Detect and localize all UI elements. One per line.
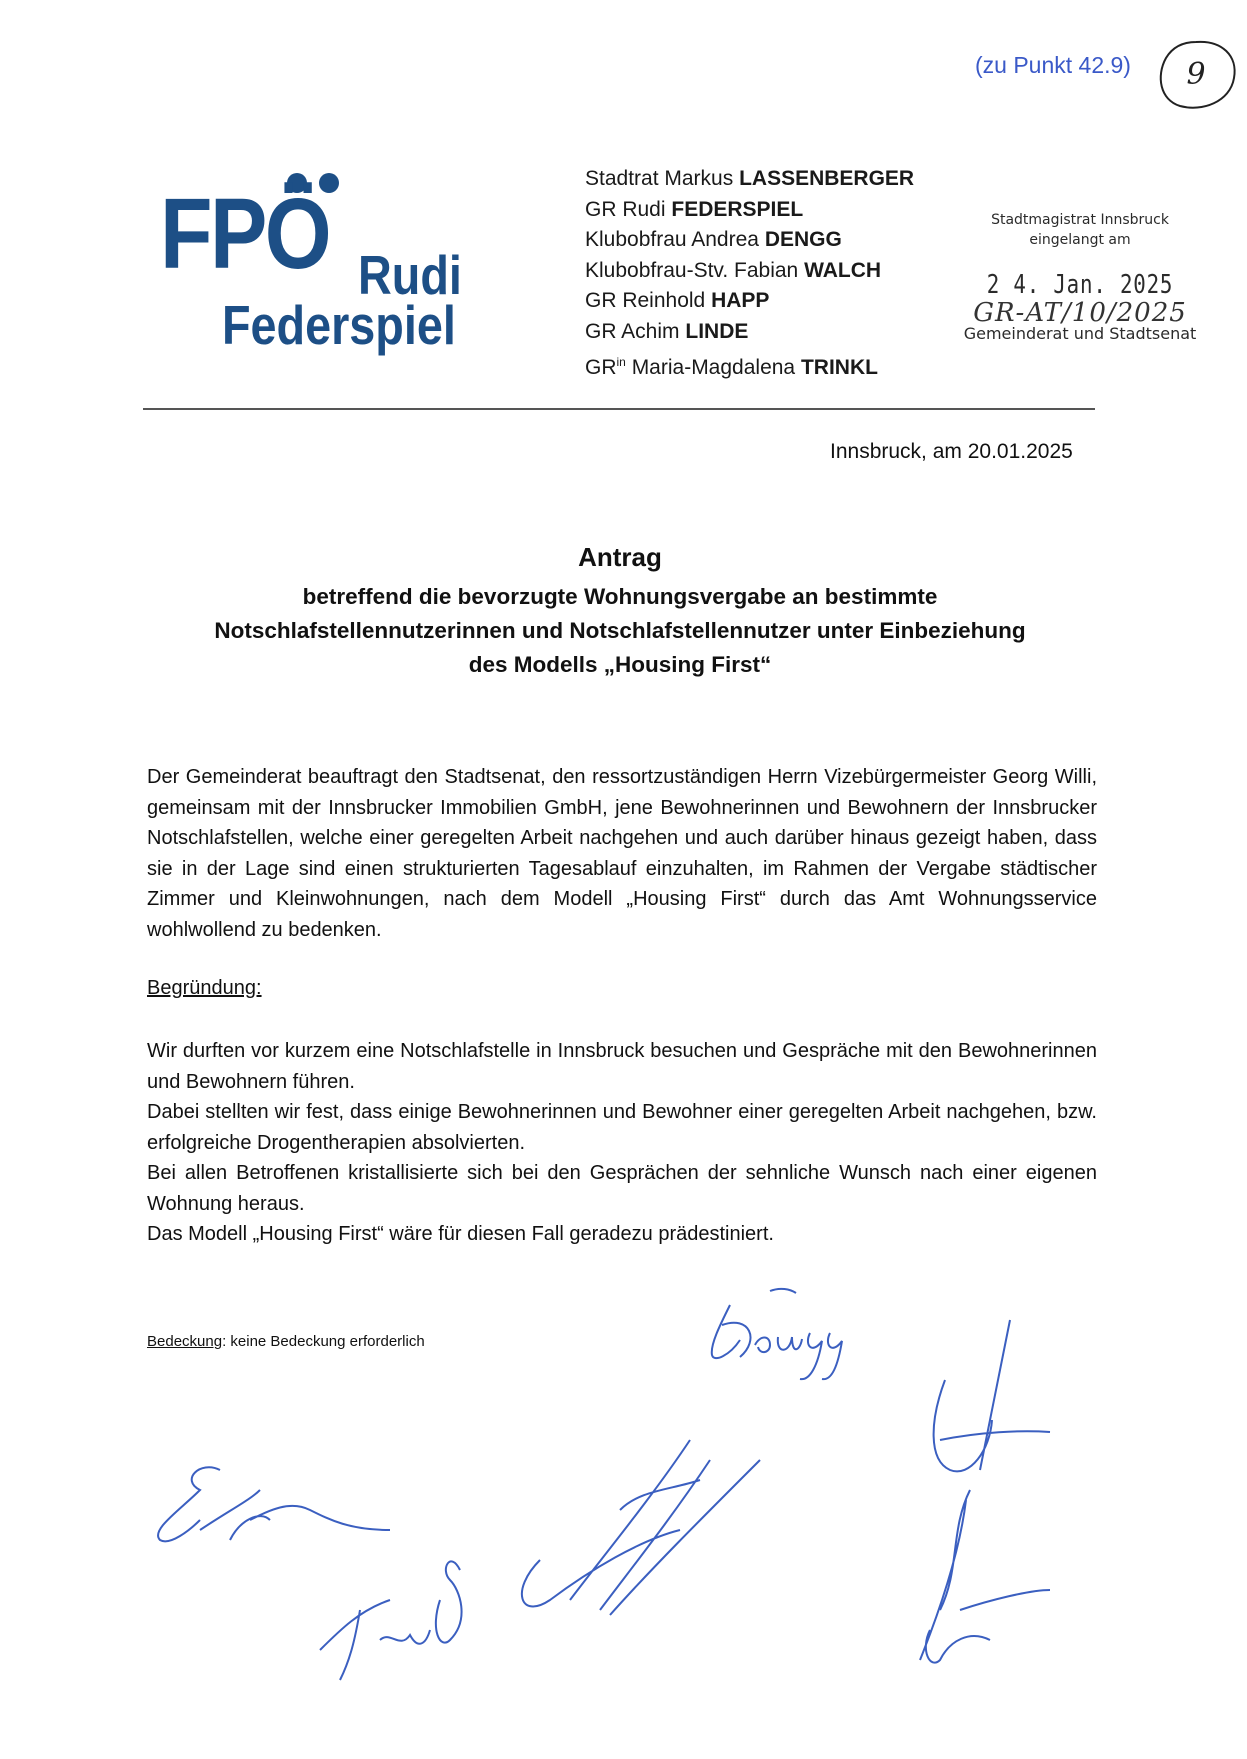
member-row: Stadtrat Markus LASSENBERGER [585, 167, 915, 190]
begruendung-paragraph: Dabei stellten wir fest, dass einige Bewohnerinnen und Bewohner einer geregelten Arbeit nachgehen, bzw. erfolgreiche Drogentherapien absolvierten. [147, 1101, 1097, 1154]
request-text: Der Gemeinderat beauftragt den Stadtsenat, den ressortzuständigen Herrn Vizebürgermeister Georg Willi, gemeinsam mit der Innsbrucker Immobilien GmbH, jene Bewohnerinnen und Bewohnern der Innsbrucker Notschlafstellen, welche einer geregelten Arbeit nachgehen und auch darüber hinaus gezeigt haben, dass sie in der Lage sind einen strukturierten Tagesablauf einzuhalten, im Rahmen der Vergabe städtischer Zimmer und Kleinwohnungen, nach dem Modell „Housing First“ durch das Amt Wohnungsservice wohlwollend zu bedenken. [147, 766, 1097, 941]
member-row: $GR^{in}$ Maria-Magdalena TRINKL [585, 355, 878, 379]
member-row: GR Reinhold HAPP [585, 289, 770, 312]
begruendung-heading: Begründung: [147, 977, 262, 999]
circled-number: 9 [1186, 57, 1206, 92]
begruendung-text [147, 1036, 1097, 1250]
member-row: GR Rudi FEDERSPIEL [585, 197, 804, 221]
member-row: Klubobfrau-Stv. Fabian WALCH [585, 258, 882, 282]
agenda-reference: (zu Punkt 42.9) [975, 52, 1131, 78]
signature-vertical [900, 1310, 1060, 1690]
document-subtitle: betreffend die bevorzugte Wohnungsvergabe an bestimmte Notschlafstellennutzerinnen und Notschlafstellennutzer unter Einbeziehung des Modells „Housing First“ [214, 584, 1026, 677]
signature-trinkl [300, 1540, 500, 1690]
logo-last-name: Federspiel [222, 294, 456, 356]
document-title: Antrag [578, 542, 662, 572]
stamp-received: eingelangt am [1029, 232, 1131, 248]
begruendung-paragraph: Das Modell „Housing First“ wäre für diesen Fall geradezu prädestiniert. [147, 1223, 774, 1245]
stamp-department: Gemeinderat und Stadtsenat [963, 324, 1197, 343]
stamp-handwritten-ref: GR-AT/10/2025 [973, 298, 1187, 328]
member-row: GR Achim LINDE [585, 319, 749, 343]
member-row: Klubobfrau Andrea DENGG [585, 228, 842, 251]
bedeckung-note: Bedeckung: keine Bedeckung erforderlich [147, 1333, 425, 1350]
logo-first-name: Rudi [358, 244, 462, 306]
signature-dengg [700, 1285, 860, 1385]
receipt-stamp [960, 210, 1200, 343]
logo-party: FPÖ [160, 178, 330, 290]
place-date: Innsbruck, am 20.01.2025 [830, 440, 1073, 463]
begruendung-paragraph: Bei allen Betroffenen kristallisierte sich bei den Gesprächen der sehnliche Wunsch nach einer eigenen Wohnung heraus. [147, 1162, 1097, 1215]
party-logo [160, 170, 490, 380]
begruendung-paragraph: Wir durften vor kurzem eine Notschlafstelle in Innsbruck besuchen und Gespräche mit den Bewohnerinnen und Bewohnern führen. [147, 1040, 1097, 1093]
members-list [585, 164, 914, 384]
stamp-office: Stadtmagistrat Innsbruck [991, 212, 1169, 228]
signature-center [500, 1420, 800, 1620]
stamp-date: 2 4. Jan. 2025 [986, 270, 1174, 300]
header-divider [143, 408, 1095, 410]
circled-number-mark [1152, 36, 1242, 116]
